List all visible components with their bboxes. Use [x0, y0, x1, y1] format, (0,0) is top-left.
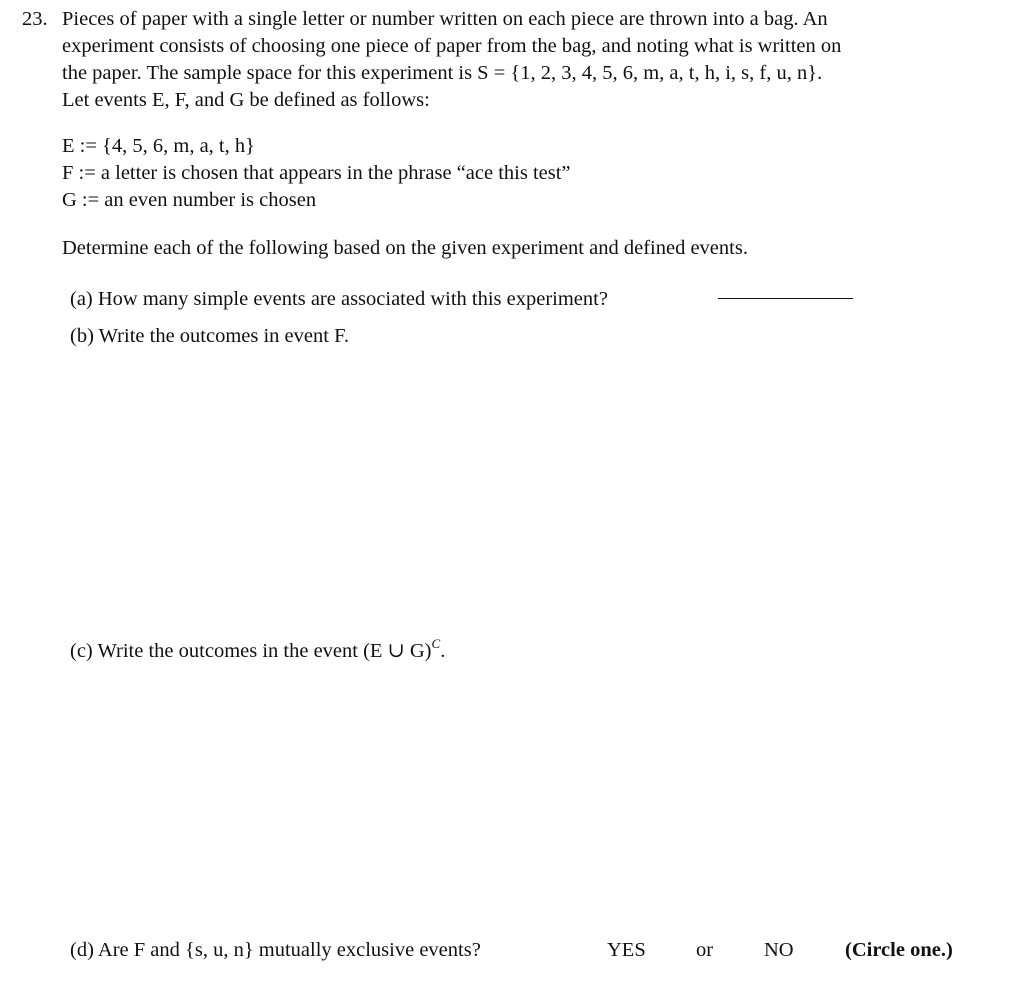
problem-statement — [62, 6, 984, 114]
event-definitions — [62, 133, 571, 214]
part-c-question — [70, 630, 445, 665]
definition-g: G := an even number is chosen — [62, 189, 317, 211]
circle-one-instruction: (Circle one.) — [845, 939, 953, 961]
definition-e: E := {4, 5, 6, m, a, t, h} — [62, 135, 255, 157]
complement-superscript: C — [431, 636, 441, 651]
part-c-period: . — [440, 640, 446, 662]
part-d-question: (d) Are F and {s, u, n} mutually exclusive events? — [70, 939, 481, 961]
statement-line-1: Pieces of paper with a single letter or number written on each piece are thrown into a bag. An — [62, 8, 828, 30]
statement-line-2: experiment consists of choosing one piece of paper from the bag, and noting what is written on — [62, 35, 842, 57]
instruction-text: Determine each of the following based on the given experiment and defined events. — [62, 237, 748, 259]
choice-no[interactable]: NO — [764, 939, 794, 961]
statement-line-3: the paper. The sample space for this experiment is S = {1, 2, 3, 4, 5, 6, m, a, t, h, i, s, f, u, n}. — [62, 62, 823, 84]
part-a-question: (a) How many simple events are associated with this experiment? — [70, 288, 608, 310]
part-a-answer-blank[interactable] — [718, 298, 853, 299]
problem-number: 23. — [22, 8, 48, 30]
statement-line-4: Let events E, F, and G be defined as follows: — [62, 89, 430, 111]
definition-f: F := a letter is chosen that appears in the phrase “ace this test” — [62, 162, 571, 184]
choice-or: or — [696, 939, 714, 961]
choice-yes[interactable]: YES — [607, 939, 646, 961]
part-b-question: (b) Write the outcomes in event F. — [70, 325, 349, 347]
part-c-text: (c) Write the outcomes in the event (E ∪ G) — [70, 640, 432, 662]
